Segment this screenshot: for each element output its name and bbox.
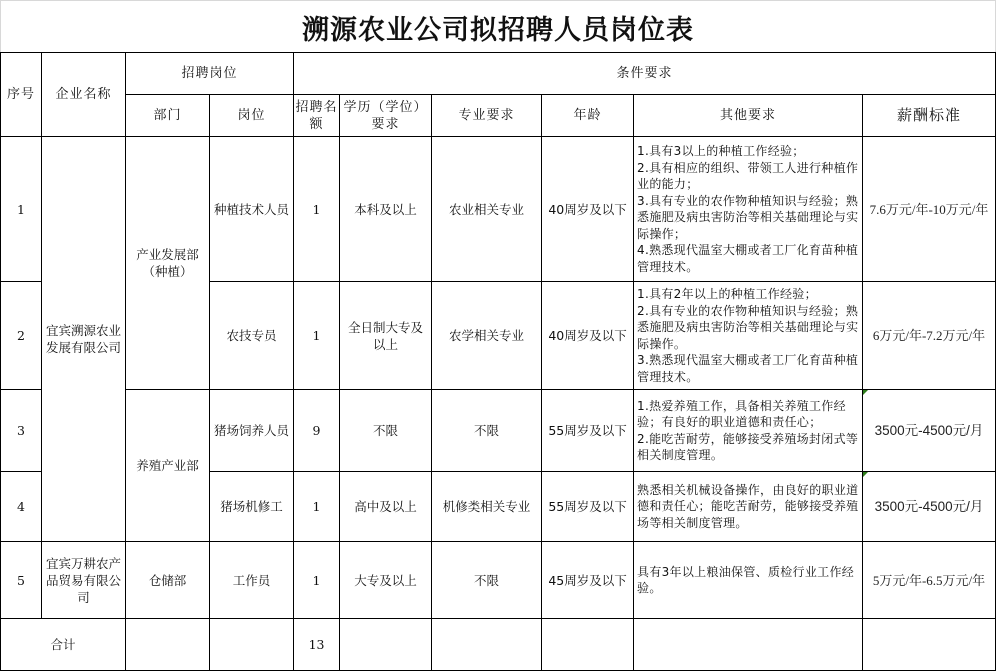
header-salary[interactable]: 薪酬标准: [863, 95, 996, 137]
header-conditions-group[interactable]: 条件要求: [294, 53, 996, 95]
comment-marker-icon[interactable]: [863, 472, 868, 477]
cell-salary[interactable]: [863, 390, 996, 472]
cell-total-label[interactable]: 合计: [1, 619, 126, 671]
header-dept[interactable]: 部门: [126, 95, 210, 137]
cell-dept[interactable]: 养殖产业部: [126, 390, 210, 542]
cell-empty[interactable]: [863, 619, 996, 671]
salary-value: 3500元-4500元/月: [874, 423, 984, 438]
cell-position[interactable]: 种植技术人员: [210, 137, 294, 282]
cell-empty[interactable]: [432, 619, 542, 671]
requirement-line: 3.熟悉现代温室大棚或者工厂化育苗种植管理技术。: [637, 353, 859, 384]
cell-education[interactable]: 高中及以上: [340, 472, 432, 542]
cell-position[interactable]: 猪场机修工: [210, 472, 294, 542]
cell-major[interactable]: 不限: [432, 390, 542, 472]
cell-other-requirements[interactable]: [634, 542, 863, 619]
cell-seq[interactable]: 2: [1, 282, 42, 390]
cell-dept[interactable]: 产业发展部（种植）: [126, 137, 210, 390]
cell-age[interactable]: 55周岁及以下: [542, 472, 634, 542]
cell-major[interactable]: 不限: [432, 542, 542, 619]
requirement-line: 2.能吃苦耐劳，能够接受养殖场封闭式等相关制度管理。: [637, 431, 859, 462]
header-seq[interactable]: 序号: [1, 53, 42, 137]
cell-age[interactable]: 45周岁及以下: [542, 542, 634, 619]
cell-other-requirements[interactable]: [634, 282, 863, 390]
recruitment-table: [0, 52, 996, 671]
requirement-line: 1.具有2年以上的种植工作经验；: [637, 287, 817, 301]
cell-education[interactable]: 大专及以上: [340, 542, 432, 619]
cell-total-quota[interactable]: 13: [294, 619, 340, 671]
cell-position[interactable]: 工作员: [210, 542, 294, 619]
header-quota[interactable]: 招聘名额: [294, 95, 340, 137]
cell-seq[interactable]: 5: [1, 542, 42, 619]
page-title: 溯源农业公司拟招聘人员岗位表: [302, 14, 694, 46]
table-row: [1, 542, 996, 619]
cell-age[interactable]: 40周岁及以下: [542, 137, 634, 282]
cell-other-requirements[interactable]: [634, 472, 863, 542]
table-row: [1, 137, 996, 282]
requirement-line: 2.具有专业的农作物种植知识与经验；熟悉施肥及病虫害防治等相关基础理论与实际操作。: [637, 303, 859, 351]
cell-quota[interactable]: 1: [294, 137, 340, 282]
cell-education[interactable]: 不限: [340, 390, 432, 472]
cell-empty[interactable]: [126, 619, 210, 671]
cell-age[interactable]: 40周岁及以下: [542, 282, 634, 390]
salary-value: 3500元-4500元/月: [874, 499, 984, 514]
requirement-line: 熟悉相关机械设备操作，由良好的职业道德和责任心；能吃苦耐劳，能够接受养殖场等相关制度管理。: [637, 482, 859, 530]
cell-company[interactable]: 宜宾万耕农产品贸易有限公司: [42, 542, 126, 619]
header-other[interactable]: 其他要求: [634, 95, 863, 137]
cell-other-requirements[interactable]: [634, 137, 863, 282]
cell-major[interactable]: 机修类相关专业: [432, 472, 542, 542]
table-row: [1, 390, 996, 472]
cell-education[interactable]: 全日制大专及以上: [340, 282, 432, 390]
cell-salary[interactable]: [863, 472, 996, 542]
cell-empty[interactable]: [340, 619, 432, 671]
requirement-line: 1.具有3以上的种植工作经验；: [637, 144, 805, 158]
cell-quota[interactable]: 9: [294, 390, 340, 472]
requirement-line: 1.热爱养殖工作，具备相关养殖工作经验；有良好的职业道德和责任心；: [637, 398, 846, 429]
requirement-line: 3.具有专业的农作物种植知识与经验；熟悉施肥及病虫害防治等相关基础理论与实际操作；: [637, 193, 859, 241]
cell-seq[interactable]: 1: [1, 137, 42, 282]
cell-quota[interactable]: 1: [294, 282, 340, 390]
cell-position[interactable]: 农技专员: [210, 282, 294, 390]
cell-salary[interactable]: 7.6万元/年-10万元/年: [863, 137, 996, 282]
cell-salary[interactable]: 6万元/年-7.2万元/年: [863, 282, 996, 390]
requirement-line: 2.具有相应的组织、带领工人进行种植作业的能力；: [637, 160, 859, 191]
cell-quota[interactable]: 1: [294, 542, 340, 619]
header-major[interactable]: 专业要求: [432, 95, 542, 137]
cell-other-requirements[interactable]: [634, 390, 863, 472]
cell-empty[interactable]: [210, 619, 294, 671]
cell-major[interactable]: 农学相关专业: [432, 282, 542, 390]
header-company[interactable]: 企业名称: [42, 53, 126, 137]
cell-seq[interactable]: 4: [1, 472, 42, 542]
requirement-line: 具有3年以上粮油保管、质检行业工作经验。: [637, 564, 855, 595]
cell-quota[interactable]: 1: [294, 472, 340, 542]
cell-age[interactable]: 55周岁及以下: [542, 390, 634, 472]
cell-company[interactable]: 宜宾溯源农业发展有限公司: [42, 137, 126, 542]
cell-position[interactable]: 猪场饲养人员: [210, 390, 294, 472]
cell-salary[interactable]: 5万元/年-6.5万元/年: [863, 542, 996, 619]
header-recruit-group[interactable]: 招聘岗位: [126, 53, 294, 95]
header-education[interactable]: 学历（学位）要求: [340, 95, 432, 137]
cell-empty[interactable]: [634, 619, 863, 671]
title-cell[interactable]: [0, 0, 996, 53]
requirement-line: 4.熟悉现代温室大棚或者工厂化育苗种植管理技术。: [637, 243, 859, 274]
comment-marker-icon[interactable]: [863, 390, 868, 395]
header-age[interactable]: 年龄: [542, 95, 634, 137]
cell-seq[interactable]: 3: [1, 390, 42, 472]
header-position[interactable]: 岗位: [210, 95, 294, 137]
cell-education[interactable]: 本科及以上: [340, 137, 432, 282]
cell-empty[interactable]: [542, 619, 634, 671]
total-row: [1, 619, 996, 671]
cell-major[interactable]: 农业相关专业: [432, 137, 542, 282]
cell-dept[interactable]: 仓储部: [126, 542, 210, 619]
